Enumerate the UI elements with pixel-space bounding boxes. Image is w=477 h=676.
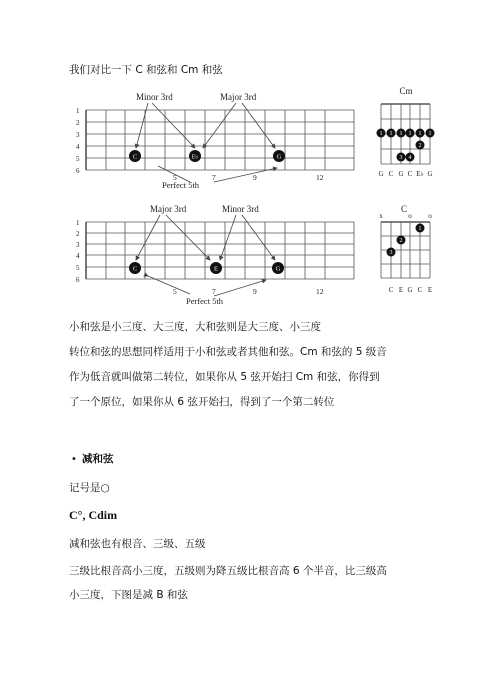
section-heading: 减和弦 bbox=[82, 453, 114, 465]
intro-text: 我们对比一下 C 和弦和 Cm 和弦 bbox=[69, 64, 223, 76]
major-third-label: Major 3rd bbox=[150, 204, 187, 214]
chord-name: Cm bbox=[399, 86, 413, 96]
paragraph-line: 三级比根音高小三度，五级则为降五级比根音高 6 个半音，比三级高 bbox=[69, 565, 387, 577]
perfect-fifth-label: Perfect 5th bbox=[186, 296, 224, 306]
paragraph-line: 转位和弦的思想同样适用于小和弦或者其他和弦。Cm 和弦的 5 级音 bbox=[69, 346, 387, 358]
fret-number: 12 bbox=[316, 287, 324, 296]
svg-text:C: C bbox=[132, 265, 138, 273]
finger-number: 1 bbox=[389, 131, 393, 137]
note-name: C bbox=[388, 170, 394, 178]
finger-number: 1 bbox=[418, 226, 422, 232]
string-number: 1 bbox=[76, 107, 80, 115]
string-number: 4 bbox=[76, 143, 80, 151]
string-number: 4 bbox=[76, 252, 80, 260]
fret-number: 7 bbox=[212, 287, 216, 296]
string-number: 6 bbox=[76, 276, 80, 284]
minor-third-label: Minor 3rd bbox=[136, 92, 173, 102]
perfect-fifth-label: Perfect 5th bbox=[162, 180, 200, 190]
finger-number: 2 bbox=[399, 238, 403, 244]
chord-name: C bbox=[400, 204, 408, 214]
note-name: G bbox=[398, 170, 404, 178]
fretboard-grid bbox=[86, 110, 354, 170]
chord-diagram-cm bbox=[372, 84, 442, 184]
note-name: E♭ bbox=[416, 170, 424, 178]
note-name: G bbox=[407, 286, 413, 294]
string-number: 2 bbox=[76, 119, 80, 127]
open-string-mark: o bbox=[428, 212, 432, 220]
note-dot bbox=[189, 150, 201, 162]
finger-number: 2 bbox=[418, 143, 422, 149]
fret-number: 7 bbox=[212, 173, 216, 182]
note-dot bbox=[210, 262, 222, 274]
string-number: 5 bbox=[76, 264, 80, 272]
note-name: E bbox=[427, 286, 433, 294]
finger-number: 3 bbox=[389, 250, 393, 256]
string-number: 3 bbox=[76, 131, 80, 139]
svg-text:G: G bbox=[276, 153, 282, 161]
open-string-mark: o bbox=[408, 212, 412, 220]
note-name: G bbox=[378, 170, 384, 178]
paragraph-line: 记号是○ bbox=[69, 482, 110, 494]
fret-number: 12 bbox=[316, 173, 324, 182]
finger-number: 1 bbox=[379, 131, 383, 137]
svg-text:E: E bbox=[214, 265, 218, 273]
note-name: C bbox=[407, 170, 413, 178]
finger-number: 1 bbox=[428, 131, 432, 137]
string-number: 3 bbox=[76, 241, 80, 249]
note-dot bbox=[129, 150, 141, 162]
minor-third-label: Minor 3rd bbox=[222, 204, 259, 214]
fret-number: 5 bbox=[173, 173, 177, 182]
string-number: 5 bbox=[76, 155, 80, 163]
note-name: C bbox=[388, 286, 394, 294]
note-name: E bbox=[398, 286, 404, 294]
note-name: C bbox=[417, 286, 423, 294]
bullet-mark: • bbox=[71, 454, 77, 465]
paragraph-line: 减和弦也有根音、三级、五级 bbox=[69, 538, 206, 550]
chord-diagram-c bbox=[372, 200, 442, 300]
finger-number: 1 bbox=[399, 131, 403, 137]
paragraph-line: 小和弦是小三度、大三度，大和弦则是大三度、小三度 bbox=[69, 321, 321, 333]
string-number: 2 bbox=[76, 230, 80, 238]
fretboard-diagram-major bbox=[70, 200, 370, 310]
chord-notation: C°, Cdim bbox=[69, 508, 118, 522]
paragraph-line: 了一个原位，如果你从 6 弦开始扫，得到了一个第二转位 bbox=[69, 396, 335, 408]
finger-number: 3 bbox=[399, 155, 403, 161]
fretboard-diagram-minor bbox=[70, 88, 370, 198]
svg-text:G: G bbox=[275, 265, 281, 273]
note-dot bbox=[129, 262, 141, 274]
fret-number: 9 bbox=[253, 287, 257, 296]
svg-text:C: C bbox=[132, 153, 138, 161]
note-name: G bbox=[427, 170, 433, 178]
muted-string-mark: x bbox=[379, 212, 383, 220]
major-third-label: Major 3rd bbox=[220, 92, 257, 102]
finger-number: 4 bbox=[408, 155, 412, 161]
finger-number: 1 bbox=[408, 131, 412, 137]
note-dot bbox=[272, 262, 284, 274]
svg-text:E♭: E♭ bbox=[191, 154, 199, 161]
paragraph-line: 小三度，下图是减 B 和弦 bbox=[69, 589, 188, 601]
paragraph-line: 作为低音就叫做第二转位，如果你从 5 弦开始扫 Cm 和弦，你得到 bbox=[69, 371, 380, 383]
finger-number: 1 bbox=[418, 131, 422, 137]
fret-number: 9 bbox=[253, 173, 257, 182]
string-number: 6 bbox=[76, 167, 80, 175]
string-number: 1 bbox=[76, 219, 80, 227]
note-dot bbox=[273, 150, 285, 162]
fret-number: 5 bbox=[173, 287, 177, 296]
